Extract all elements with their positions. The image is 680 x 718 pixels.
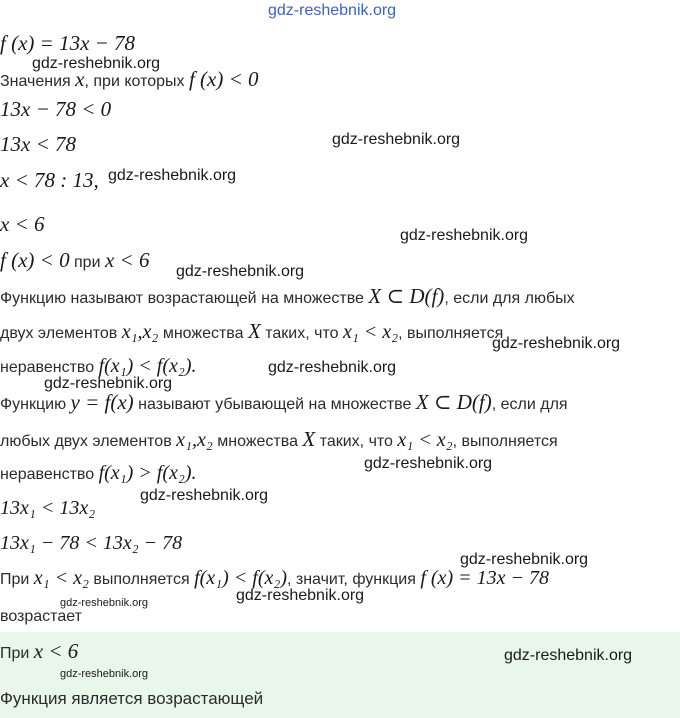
line-increasing-definition-1 [0,284,575,309]
line-decreasing-definition-2 [0,427,558,452]
math: x < 6 [104,248,150,272]
text: при [69,254,105,271]
line-answer-condition [0,248,149,273]
line-values-question [0,67,259,92]
math: y = f(x) [70,390,134,414]
text: выполняется [88,571,195,588]
line-inequality-2 [0,132,76,157]
watermark: gdz-reshebnik.org [268,359,397,376]
math: x₁,x₂ [121,321,159,343]
math: f(x₁) < f(x₂) [194,567,287,589]
line-increases [0,608,82,626]
text: Функция является возрастающей [0,689,264,708]
text: При [0,571,34,588]
text: множества [212,433,303,450]
watermark: gdz-reshebnik.org [332,131,461,148]
watermark: gdz-reshebnik.org [364,455,493,472]
text: , значит, функция [286,571,421,588]
watermark: gdz-reshebnik.org [492,335,621,352]
watermark: gdz-reshebnik.org [108,167,237,184]
text: неравенство [0,359,99,376]
text: , если для [491,396,568,413]
watermark: gdz-reshebnik.org [504,647,633,664]
math: x < 78 : 13, [0,168,99,192]
math: 13x − 78 < 0 [0,97,112,121]
math: f (x) < 0 [0,248,70,272]
watermark: gdz-reshebnik.org [44,375,173,392]
text: , при которых [84,73,189,90]
math: X [302,427,316,451]
text: называют убывающей на множестве [133,396,416,413]
math: x < 6 [33,639,79,663]
text: таких, что [260,325,343,342]
line-comparison-2 [0,532,182,555]
line-decreasing-definition-1 [0,390,568,415]
math: x₁,x₂ [176,429,213,451]
text: неравенство [0,466,99,483]
line-increasing-definition-2 [0,319,503,344]
line-inequality-1 [0,97,111,122]
watermark: gdz-reshebnik.org [60,597,149,609]
watermark: gdz-reshebnik.org [140,487,269,504]
text: Функцию называют возрастающей на множестве [0,290,369,307]
result-box [0,632,680,718]
watermark: gdz-reshebnik.org [400,227,529,244]
watermark: gdz-reshebnik.org [32,55,161,72]
math: X ⊂ D(f) [368,284,445,308]
text: При [0,645,34,662]
math: x₁ < x₂ [397,429,453,451]
math: f(x₁) > f(x₂). [98,462,197,484]
text: любых двух элементов [0,433,177,450]
math: x [75,67,85,91]
text: таких, что [315,433,398,450]
math: 13x₁ − 78 < 13x₂ − 78 [0,532,183,554]
math: f (x) = 13x − 78 [420,567,549,589]
math: x₁ < x₂ [33,567,89,589]
watermark: gdz-reshebnik.org [60,668,149,680]
text: Значения [0,73,76,90]
watermark: gdz-reshebnik.org [460,551,589,568]
line-result-condition [0,639,78,664]
line-function-definition [0,31,135,56]
line-inequality-4 [0,212,45,237]
text: , выполняется [398,325,504,342]
math: 13x < 78 [0,132,76,156]
math: x₁ < x₂ [342,321,399,343]
math: X [247,319,261,343]
watermark: gdz-reshebnik.org [236,587,365,604]
text: , выполняется [452,433,558,450]
text: двух элементов [0,325,122,342]
math: x < 6 [0,212,45,236]
math: X ⊂ D(f) [415,390,492,414]
text: Функцию [0,396,71,413]
watermark-top: gdz-reshebnik.org [268,2,397,19]
text: множества [158,325,248,342]
math-function: f (x) = 13x − 78 [0,31,136,55]
math: 13x₁ < 13x₂ [0,497,96,519]
line-comparison-1 [0,497,95,520]
text: , если для любых [444,290,575,307]
line-result-answer [0,689,263,709]
math: f(x₁) < f(x₂). [98,355,197,377]
line-decreasing-definition-3 [0,462,197,485]
watermark: gdz-reshebnik.org [176,263,305,280]
math: f (x) < 0 [188,67,259,91]
text: возрастает [0,608,82,625]
line-inequality-3 [0,168,99,193]
